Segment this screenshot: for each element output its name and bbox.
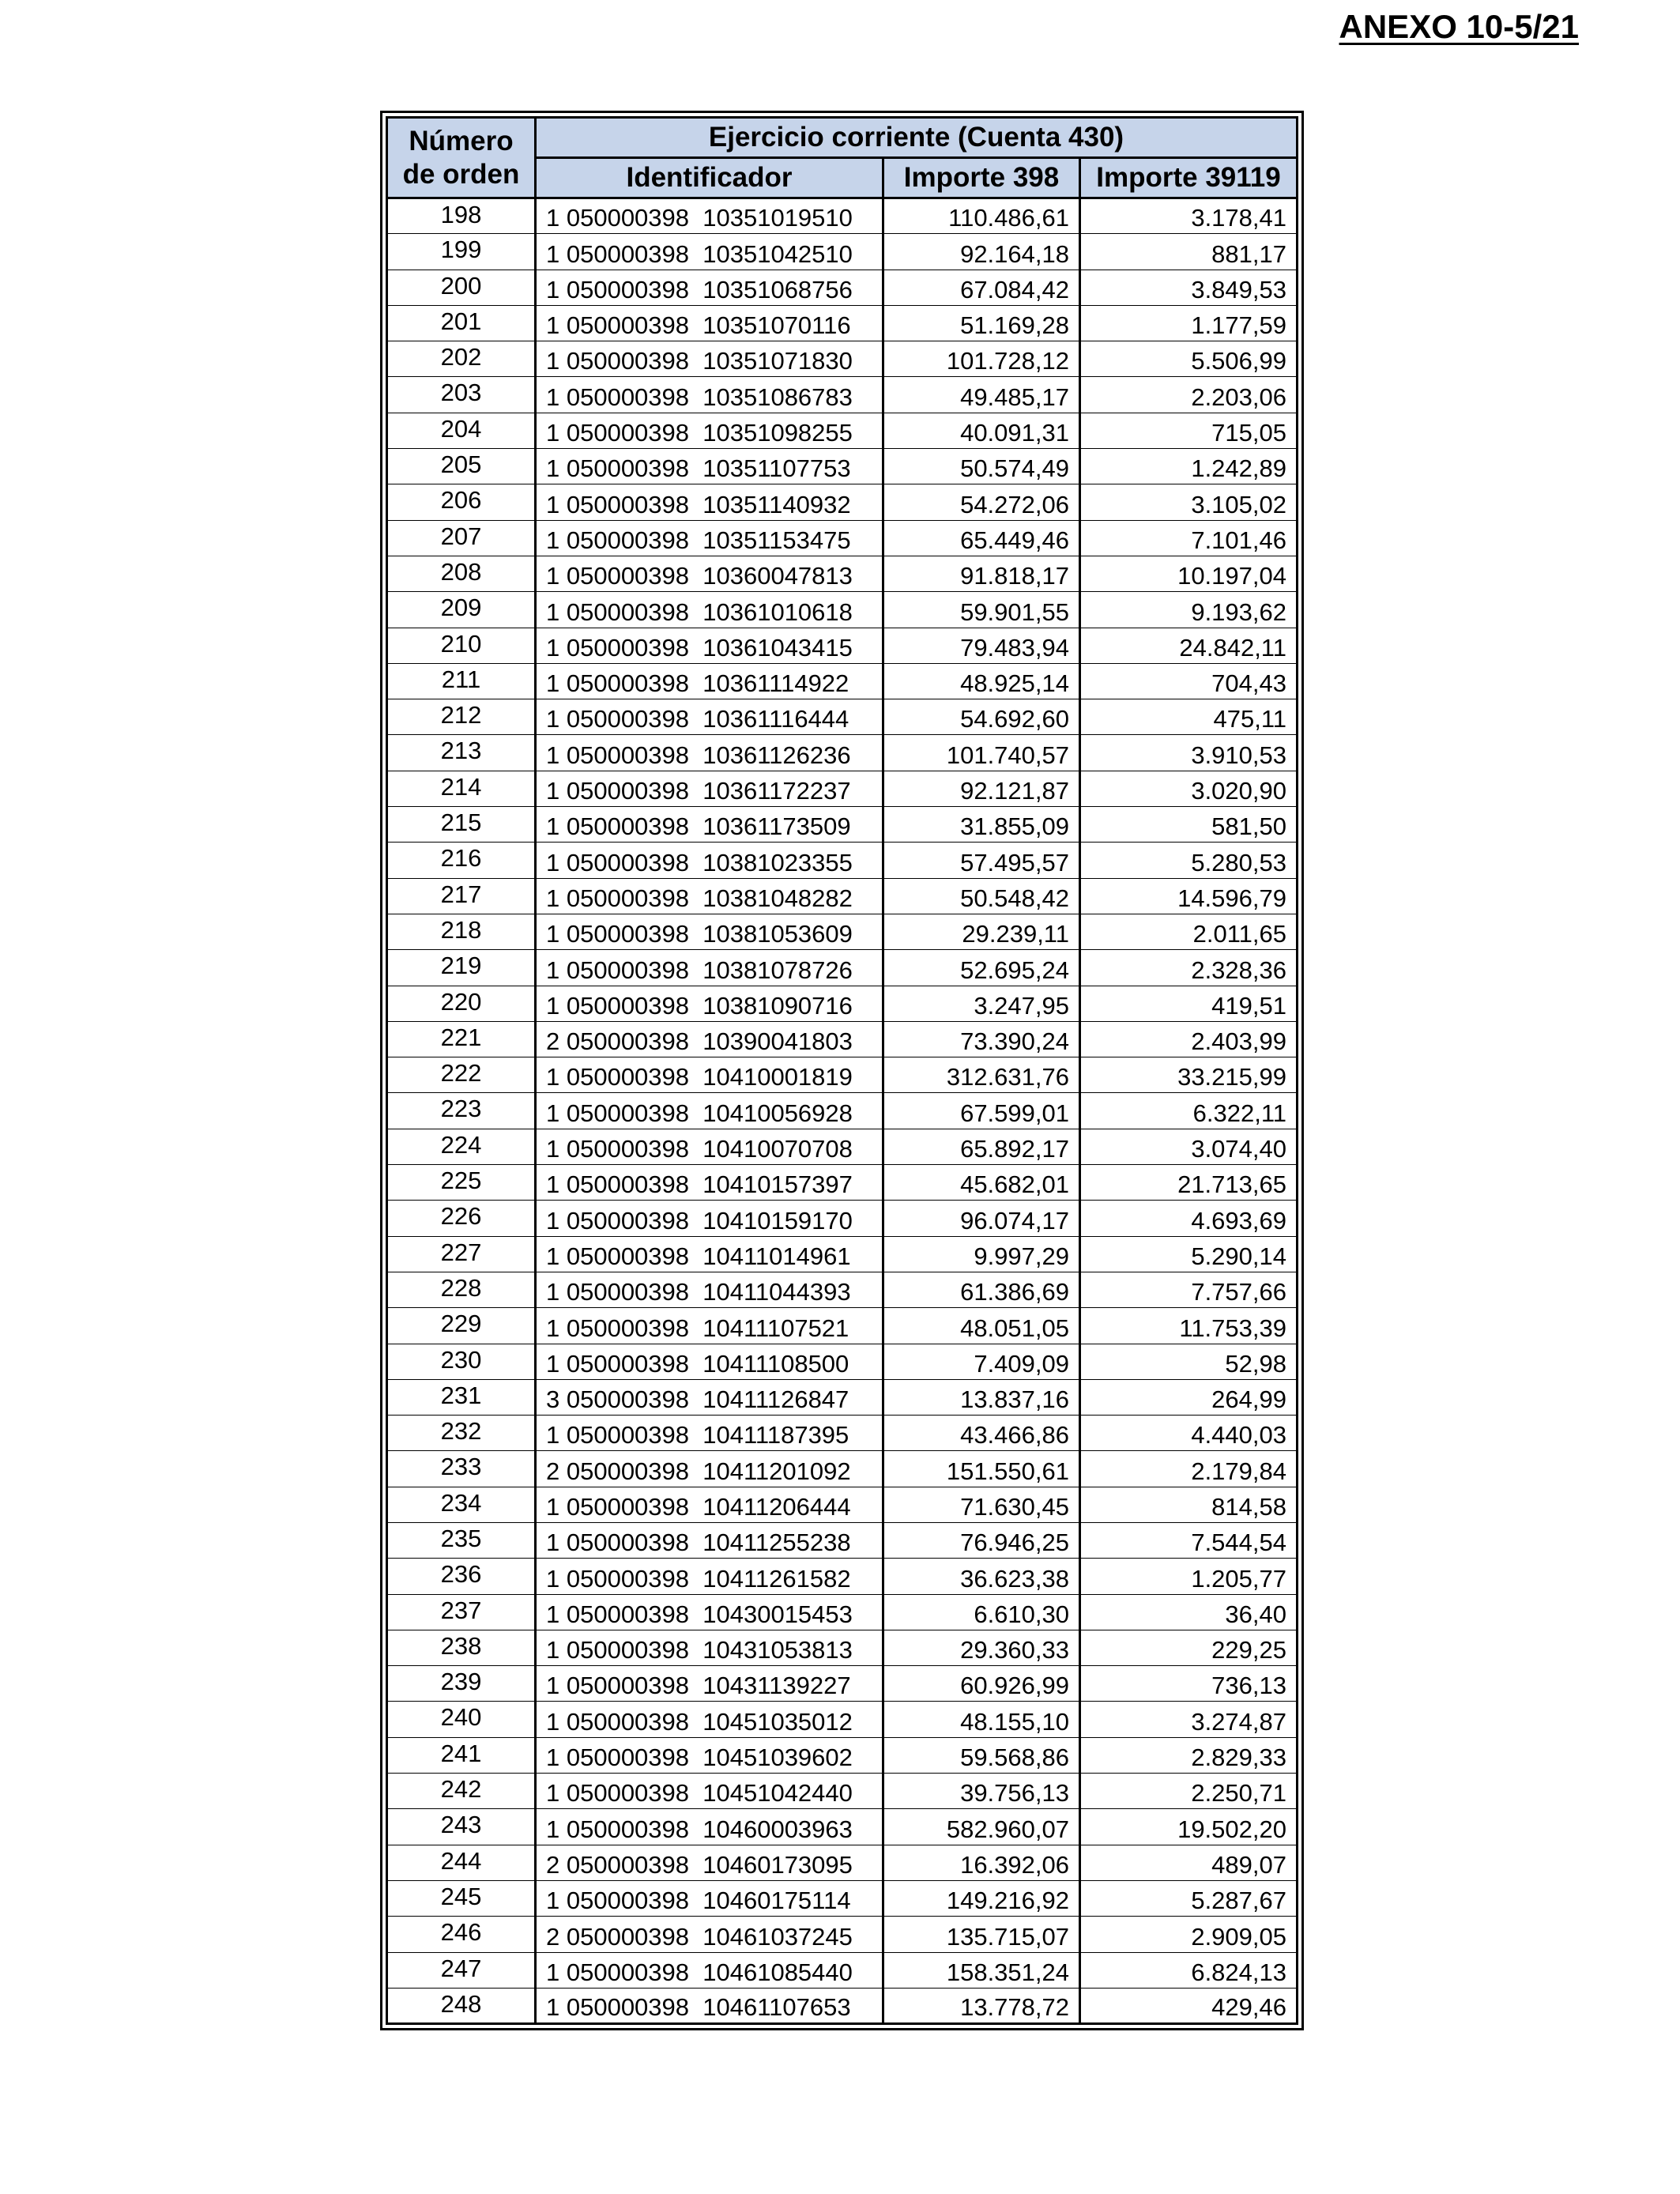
order-number-cell: 214 bbox=[387, 771, 536, 806]
order-number-cell: 202 bbox=[387, 341, 536, 377]
identifier-cell: 2 050000398 10390041803 bbox=[536, 1021, 883, 1057]
identifier-cell: 1 050000398 10381090716 bbox=[536, 986, 883, 1021]
identifier-cell: 1 050000398 10351070116 bbox=[536, 305, 883, 341]
amount-39119-header: Importe 39119 bbox=[1080, 158, 1298, 198]
amount-398-cell: 36.623,38 bbox=[883, 1559, 1080, 1594]
amount-39119-cell: 6.322,11 bbox=[1080, 1093, 1298, 1129]
table-row bbox=[387, 1952, 1298, 1988]
amount-39119-cell: 33.215,99 bbox=[1080, 1057, 1298, 1093]
table-row bbox=[387, 1165, 1298, 1201]
order-number-cell: 239 bbox=[387, 1666, 536, 1702]
order-number-cell: 210 bbox=[387, 628, 536, 663]
table-row bbox=[387, 1201, 1298, 1236]
order-number-cell: 222 bbox=[387, 1057, 536, 1093]
order-number-cell: 205 bbox=[387, 449, 536, 484]
amount-398-cell: 67.084,42 bbox=[883, 270, 1080, 305]
table-row bbox=[387, 305, 1298, 341]
order-number-cell: 207 bbox=[387, 520, 536, 556]
identifier-cell: 3 050000398 10411126847 bbox=[536, 1379, 883, 1415]
order-number-cell: 201 bbox=[387, 305, 536, 341]
amount-398-cell: 151.550,61 bbox=[883, 1451, 1080, 1487]
identifier-cell: 1 050000398 10360047813 bbox=[536, 556, 883, 591]
identifier-cell: 1 050000398 10411187395 bbox=[536, 1416, 883, 1451]
accounts-table bbox=[386, 116, 1298, 2025]
amount-398-cell: 39.756,13 bbox=[883, 1774, 1080, 1809]
identifier-cell: 1 050000398 10461107653 bbox=[536, 1988, 883, 2023]
table-row bbox=[387, 270, 1298, 305]
table-row bbox=[387, 628, 1298, 663]
table-row bbox=[387, 1702, 1298, 1737]
amount-398-cell: 29.239,11 bbox=[883, 914, 1080, 949]
amount-39119-cell: 21.713,65 bbox=[1080, 1165, 1298, 1201]
table-row bbox=[387, 807, 1298, 843]
amount-398-cell: 45.682,01 bbox=[883, 1165, 1080, 1201]
identifier-header: Identificador bbox=[536, 158, 883, 198]
amount-39119-cell: 229,25 bbox=[1080, 1630, 1298, 1665]
amount-398-cell: 60.926,99 bbox=[883, 1666, 1080, 1702]
table-row bbox=[387, 413, 1298, 448]
order-number-cell: 230 bbox=[387, 1344, 536, 1379]
order-number-cell: 242 bbox=[387, 1774, 536, 1809]
order-number-cell: 235 bbox=[387, 1522, 536, 1558]
amount-39119-cell: 7.757,66 bbox=[1080, 1272, 1298, 1307]
amount-398-cell: 101.728,12 bbox=[883, 341, 1080, 377]
identifier-cell: 1 050000398 10381023355 bbox=[536, 843, 883, 878]
amount-398-cell: 61.386,69 bbox=[883, 1272, 1080, 1307]
identifier-cell: 1 050000398 10351107753 bbox=[536, 449, 883, 484]
table-row bbox=[387, 878, 1298, 914]
amount-39119-cell: 14.596,79 bbox=[1080, 878, 1298, 914]
amount-39119-cell: 6.824,13 bbox=[1080, 1952, 1298, 1988]
amount-398-cell: 96.074,17 bbox=[883, 1201, 1080, 1236]
identifier-cell: 1 050000398 10410159170 bbox=[536, 1201, 883, 1236]
table-row bbox=[387, 1129, 1298, 1164]
table-body bbox=[387, 198, 1298, 2024]
table-row bbox=[387, 1021, 1298, 1057]
amount-39119-cell: 2.829,33 bbox=[1080, 1737, 1298, 1773]
identifier-cell: 1 050000398 10411044393 bbox=[536, 1272, 883, 1307]
order-number-cell: 240 bbox=[387, 1702, 536, 1737]
order-number-cell: 238 bbox=[387, 1630, 536, 1665]
amount-398-cell: 51.169,28 bbox=[883, 305, 1080, 341]
identifier-cell: 1 050000398 10361114922 bbox=[536, 663, 883, 699]
amount-398-cell: 48.925,14 bbox=[883, 663, 1080, 699]
order-number-cell: 211 bbox=[387, 663, 536, 699]
identifier-cell: 1 050000398 10351086783 bbox=[536, 377, 883, 413]
identifier-cell: 1 050000398 10351098255 bbox=[536, 413, 883, 448]
amount-39119-cell: 3.849,53 bbox=[1080, 270, 1298, 305]
amount-398-cell: 110.486,61 bbox=[883, 198, 1080, 234]
identifier-cell: 1 050000398 10351019510 bbox=[536, 198, 883, 234]
order-number-cell: 198 bbox=[387, 198, 536, 234]
amount-398-cell: 6.610,30 bbox=[883, 1594, 1080, 1630]
identifier-cell: 1 050000398 10381053609 bbox=[536, 914, 883, 949]
identifier-cell: 1 050000398 10451035012 bbox=[536, 1702, 883, 1737]
amount-39119-cell: 2.328,36 bbox=[1080, 950, 1298, 986]
amount-398-cell: 13.837,16 bbox=[883, 1379, 1080, 1415]
amount-39119-cell: 2.250,71 bbox=[1080, 1774, 1298, 1809]
amount-398-cell: 57.495,57 bbox=[883, 843, 1080, 878]
amount-39119-cell: 52,98 bbox=[1080, 1344, 1298, 1379]
table-row bbox=[387, 1559, 1298, 1594]
amount-398-cell: 71.630,45 bbox=[883, 1487, 1080, 1522]
amount-398-cell: 59.568,86 bbox=[883, 1737, 1080, 1773]
identifier-cell: 2 050000398 10461037245 bbox=[536, 1917, 883, 1952]
order-number-cell: 247 bbox=[387, 1952, 536, 1988]
amount-39119-cell: 475,11 bbox=[1080, 699, 1298, 735]
amount-398-cell: 135.715,07 bbox=[883, 1917, 1080, 1952]
identifier-cell: 1 050000398 10451039602 bbox=[536, 1737, 883, 1773]
amount-39119-cell: 19.502,20 bbox=[1080, 1809, 1298, 1845]
table-row bbox=[387, 1272, 1298, 1307]
amount-39119-cell: 4.440,03 bbox=[1080, 1416, 1298, 1451]
table-row bbox=[387, 234, 1298, 270]
identifier-cell: 2 050000398 10411201092 bbox=[536, 1451, 883, 1487]
amount-398-cell: 49.485,17 bbox=[883, 377, 1080, 413]
order-number-cell: 236 bbox=[387, 1559, 536, 1594]
amount-39119-cell: 429,46 bbox=[1080, 1988, 1298, 2023]
identifier-cell: 1 050000398 10361116444 bbox=[536, 699, 883, 735]
amount-39119-cell: 581,50 bbox=[1080, 807, 1298, 843]
amount-39119-cell: 2.403,99 bbox=[1080, 1021, 1298, 1057]
amount-398-cell: 582.960,07 bbox=[883, 1809, 1080, 1845]
amount-39119-cell: 7.101,46 bbox=[1080, 520, 1298, 556]
table-row bbox=[387, 592, 1298, 628]
table-row bbox=[387, 1344, 1298, 1379]
amount-39119-cell: 736,13 bbox=[1080, 1666, 1298, 1702]
amount-39119-cell: 11.753,39 bbox=[1080, 1308, 1298, 1344]
amount-398-cell: 79.483,94 bbox=[883, 628, 1080, 663]
order-number-cell: 231 bbox=[387, 1379, 536, 1415]
order-number-cell: 212 bbox=[387, 699, 536, 735]
amount-39119-cell: 24.842,11 bbox=[1080, 628, 1298, 663]
identifier-cell: 1 050000398 10411255238 bbox=[536, 1522, 883, 1558]
amount-39119-cell: 7.544,54 bbox=[1080, 1522, 1298, 1558]
table-row bbox=[387, 198, 1298, 234]
amount-398-cell: 13.778,72 bbox=[883, 1988, 1080, 2023]
identifier-cell: 1 050000398 10410157397 bbox=[536, 1165, 883, 1201]
order-number-cell: 245 bbox=[387, 1880, 536, 1916]
identifier-cell: 1 050000398 10410001819 bbox=[536, 1057, 883, 1093]
table-row bbox=[387, 1522, 1298, 1558]
amount-39119-cell: 5.287,67 bbox=[1080, 1880, 1298, 1916]
identifier-cell: 1 050000398 10411107521 bbox=[536, 1308, 883, 1344]
amount-398-cell: 65.449,46 bbox=[883, 520, 1080, 556]
amount-39119-cell: 5.506,99 bbox=[1080, 341, 1298, 377]
amount-39119-cell: 814,58 bbox=[1080, 1487, 1298, 1522]
amount-39119-cell: 3.178,41 bbox=[1080, 198, 1298, 234]
order-number-cell: 226 bbox=[387, 1201, 536, 1236]
amount-398-cell: 101.740,57 bbox=[883, 735, 1080, 771]
identifier-cell: 1 050000398 10431053813 bbox=[536, 1630, 883, 1665]
table-row bbox=[387, 699, 1298, 735]
amount-398-cell: 48.051,05 bbox=[883, 1308, 1080, 1344]
identifier-cell: 1 050000398 10411206444 bbox=[536, 1487, 883, 1522]
table-row bbox=[387, 1845, 1298, 1880]
order-number-cell: 200 bbox=[387, 270, 536, 305]
amount-39119-cell: 704,43 bbox=[1080, 663, 1298, 699]
amount-398-cell: 92.121,87 bbox=[883, 771, 1080, 806]
order-number-cell: 246 bbox=[387, 1917, 536, 1952]
order-number-cell: 232 bbox=[387, 1416, 536, 1451]
table-row bbox=[387, 1809, 1298, 1845]
table-row bbox=[387, 1057, 1298, 1093]
amount-39119-cell: 1.177,59 bbox=[1080, 305, 1298, 341]
amount-39119-cell: 3.910,53 bbox=[1080, 735, 1298, 771]
identifier-cell: 1 050000398 10460175114 bbox=[536, 1880, 883, 1916]
order-number-cell: 244 bbox=[387, 1845, 536, 1880]
amount-398-cell: 76.946,25 bbox=[883, 1522, 1080, 1558]
table-row bbox=[387, 914, 1298, 949]
amount-398-cell: 43.466,86 bbox=[883, 1416, 1080, 1451]
order-number-cell: 219 bbox=[387, 950, 536, 986]
amount-398-cell: 48.155,10 bbox=[883, 1702, 1080, 1737]
table-row bbox=[387, 843, 1298, 878]
table-row bbox=[387, 950, 1298, 986]
identifier-cell: 1 050000398 10431139227 bbox=[536, 1666, 883, 1702]
identifier-cell: 1 050000398 10381048282 bbox=[536, 878, 883, 914]
amount-39119-cell: 2.179,84 bbox=[1080, 1451, 1298, 1487]
amount-398-cell: 158.351,24 bbox=[883, 1952, 1080, 1988]
table-frame bbox=[380, 111, 1304, 2030]
table-row bbox=[387, 1487, 1298, 1522]
amount-39119-cell: 3.274,87 bbox=[1080, 1702, 1298, 1737]
amount-398-cell: 16.392,06 bbox=[883, 1845, 1080, 1880]
order-number-cell: 224 bbox=[387, 1129, 536, 1164]
identifier-cell: 1 050000398 10411261582 bbox=[536, 1559, 883, 1594]
amount-39119-cell: 3.074,40 bbox=[1080, 1129, 1298, 1164]
amount-39119-cell: 881,17 bbox=[1080, 234, 1298, 270]
order-number-cell: 204 bbox=[387, 413, 536, 448]
order-number-cell: 216 bbox=[387, 843, 536, 878]
order-number-cell: 206 bbox=[387, 484, 536, 520]
amount-398-cell: 73.390,24 bbox=[883, 1021, 1080, 1057]
order-number-cell: 234 bbox=[387, 1487, 536, 1522]
table-row bbox=[387, 341, 1298, 377]
identifier-cell: 1 050000398 10351153475 bbox=[536, 520, 883, 556]
order-number-cell: 217 bbox=[387, 878, 536, 914]
table-row bbox=[387, 663, 1298, 699]
order-number-cell: 233 bbox=[387, 1451, 536, 1487]
amount-398-cell: 3.247,95 bbox=[883, 986, 1080, 1021]
table-row bbox=[387, 1988, 1298, 2023]
table-row bbox=[387, 1416, 1298, 1451]
amount-39119-cell: 5.290,14 bbox=[1080, 1236, 1298, 1272]
amount-39119-cell: 1.205,77 bbox=[1080, 1559, 1298, 1594]
identifier-cell: 1 050000398 10351042510 bbox=[536, 234, 883, 270]
order-number-cell: 228 bbox=[387, 1272, 536, 1307]
order-number-cell: 215 bbox=[387, 807, 536, 843]
order-number-cell: 220 bbox=[387, 986, 536, 1021]
table-row bbox=[387, 1451, 1298, 1487]
table-row bbox=[387, 1880, 1298, 1916]
amount-39119-cell: 489,07 bbox=[1080, 1845, 1298, 1880]
table-row bbox=[387, 484, 1298, 520]
table-row bbox=[387, 1308, 1298, 1344]
amount-39119-cell: 10.197,04 bbox=[1080, 556, 1298, 591]
amount-39119-cell: 3.105,02 bbox=[1080, 484, 1298, 520]
annex-title: ANEXO 10-5/21 bbox=[1339, 8, 1579, 45]
order-number-cell: 213 bbox=[387, 735, 536, 771]
amount-398-cell: 7.409,09 bbox=[883, 1344, 1080, 1379]
order-number-cell: 248 bbox=[387, 1988, 536, 2023]
amount-398-cell: 59.901,55 bbox=[883, 592, 1080, 628]
order-number-header: Número de orden bbox=[387, 118, 536, 198]
order-number-cell: 208 bbox=[387, 556, 536, 591]
table-row bbox=[387, 1594, 1298, 1630]
table-row bbox=[387, 1737, 1298, 1773]
amount-398-header: Importe 398 bbox=[883, 158, 1080, 198]
amount-39119-cell: 2.011,65 bbox=[1080, 914, 1298, 949]
amount-398-cell: 9.997,29 bbox=[883, 1236, 1080, 1272]
amount-398-cell: 31.855,09 bbox=[883, 807, 1080, 843]
amount-39119-cell: 36,40 bbox=[1080, 1594, 1298, 1630]
identifier-cell: 1 050000398 10361010618 bbox=[536, 592, 883, 628]
amount-39119-cell: 1.242,89 bbox=[1080, 449, 1298, 484]
table-row bbox=[387, 1236, 1298, 1272]
table-row bbox=[387, 1093, 1298, 1129]
order-number-cell: 223 bbox=[387, 1093, 536, 1129]
identifier-cell: 1 050000398 10361126236 bbox=[536, 735, 883, 771]
table-header bbox=[387, 118, 1298, 198]
table-row bbox=[387, 771, 1298, 806]
identifier-cell: 1 050000398 10461085440 bbox=[536, 1952, 883, 1988]
amount-39119-cell: 2.203,06 bbox=[1080, 377, 1298, 413]
identifier-cell: 1 050000398 10411108500 bbox=[536, 1344, 883, 1379]
order-number-cell: 221 bbox=[387, 1021, 536, 1057]
identifier-cell: 1 050000398 10451042440 bbox=[536, 1774, 883, 1809]
order-number-cell: 237 bbox=[387, 1594, 536, 1630]
amount-39119-cell: 4.693,69 bbox=[1080, 1201, 1298, 1236]
identifier-cell: 1 050000398 10460003963 bbox=[536, 1809, 883, 1845]
amount-398-cell: 92.164,18 bbox=[883, 234, 1080, 270]
table-row bbox=[387, 1774, 1298, 1809]
amount-398-cell: 149.216,92 bbox=[883, 1880, 1080, 1916]
identifier-cell: 2 050000398 10460173095 bbox=[536, 1845, 883, 1880]
order-number-cell: 225 bbox=[387, 1165, 536, 1201]
identifier-cell: 1 050000398 10351068756 bbox=[536, 270, 883, 305]
identifier-cell: 1 050000398 10430015453 bbox=[536, 1594, 883, 1630]
amount-398-cell: 91.818,17 bbox=[883, 556, 1080, 591]
table-row bbox=[387, 986, 1298, 1021]
amount-398-cell: 50.548,42 bbox=[883, 878, 1080, 914]
identifier-cell: 1 050000398 10361172237 bbox=[536, 771, 883, 806]
amount-398-cell: 312.631,76 bbox=[883, 1057, 1080, 1093]
amount-39119-cell: 3.020,90 bbox=[1080, 771, 1298, 806]
amount-39119-cell: 715,05 bbox=[1080, 413, 1298, 448]
order-number-cell: 218 bbox=[387, 914, 536, 949]
amount-39119-cell: 5.280,53 bbox=[1080, 843, 1298, 878]
amount-398-cell: 52.695,24 bbox=[883, 950, 1080, 986]
amount-398-cell: 67.599,01 bbox=[883, 1093, 1080, 1129]
amount-39119-cell: 264,99 bbox=[1080, 1379, 1298, 1415]
amount-398-cell: 54.272,06 bbox=[883, 484, 1080, 520]
amount-39119-cell: 419,51 bbox=[1080, 986, 1298, 1021]
order-number-cell: 209 bbox=[387, 592, 536, 628]
order-number-cell: 203 bbox=[387, 377, 536, 413]
table-row bbox=[387, 1666, 1298, 1702]
amount-398-cell: 65.892,17 bbox=[883, 1129, 1080, 1164]
identifier-cell: 1 050000398 10410056928 bbox=[536, 1093, 883, 1129]
table-row bbox=[387, 377, 1298, 413]
order-number-cell: 243 bbox=[387, 1809, 536, 1845]
identifier-cell: 1 050000398 10381078726 bbox=[536, 950, 883, 986]
amount-398-cell: 50.574,49 bbox=[883, 449, 1080, 484]
amount-398-cell: 54.692,60 bbox=[883, 699, 1080, 735]
amount-39119-cell: 9.193,62 bbox=[1080, 592, 1298, 628]
table-row bbox=[387, 1379, 1298, 1415]
identifier-cell: 1 050000398 10351071830 bbox=[536, 341, 883, 377]
table-row bbox=[387, 1630, 1298, 1665]
identifier-cell: 1 050000398 10351140932 bbox=[536, 484, 883, 520]
table-row bbox=[387, 735, 1298, 771]
identifier-cell: 1 050000398 10410070708 bbox=[536, 1129, 883, 1164]
order-number-cell: 199 bbox=[387, 234, 536, 270]
amount-39119-cell: 2.909,05 bbox=[1080, 1917, 1298, 1952]
identifier-cell: 1 050000398 10361173509 bbox=[536, 807, 883, 843]
table-row bbox=[387, 1917, 1298, 1952]
table-row bbox=[387, 520, 1298, 556]
amount-398-cell: 29.360,33 bbox=[883, 1630, 1080, 1665]
amount-398-cell: 40.091,31 bbox=[883, 413, 1080, 448]
table-row bbox=[387, 556, 1298, 591]
identifier-cell: 1 050000398 10411014961 bbox=[536, 1236, 883, 1272]
group-header: Ejercicio corriente (Cuenta 430) bbox=[536, 118, 1298, 158]
identifier-cell: 1 050000398 10361043415 bbox=[536, 628, 883, 663]
order-number-cell: 241 bbox=[387, 1737, 536, 1773]
table-row bbox=[387, 449, 1298, 484]
order-number-cell: 227 bbox=[387, 1236, 536, 1272]
order-number-cell: 229 bbox=[387, 1308, 536, 1344]
